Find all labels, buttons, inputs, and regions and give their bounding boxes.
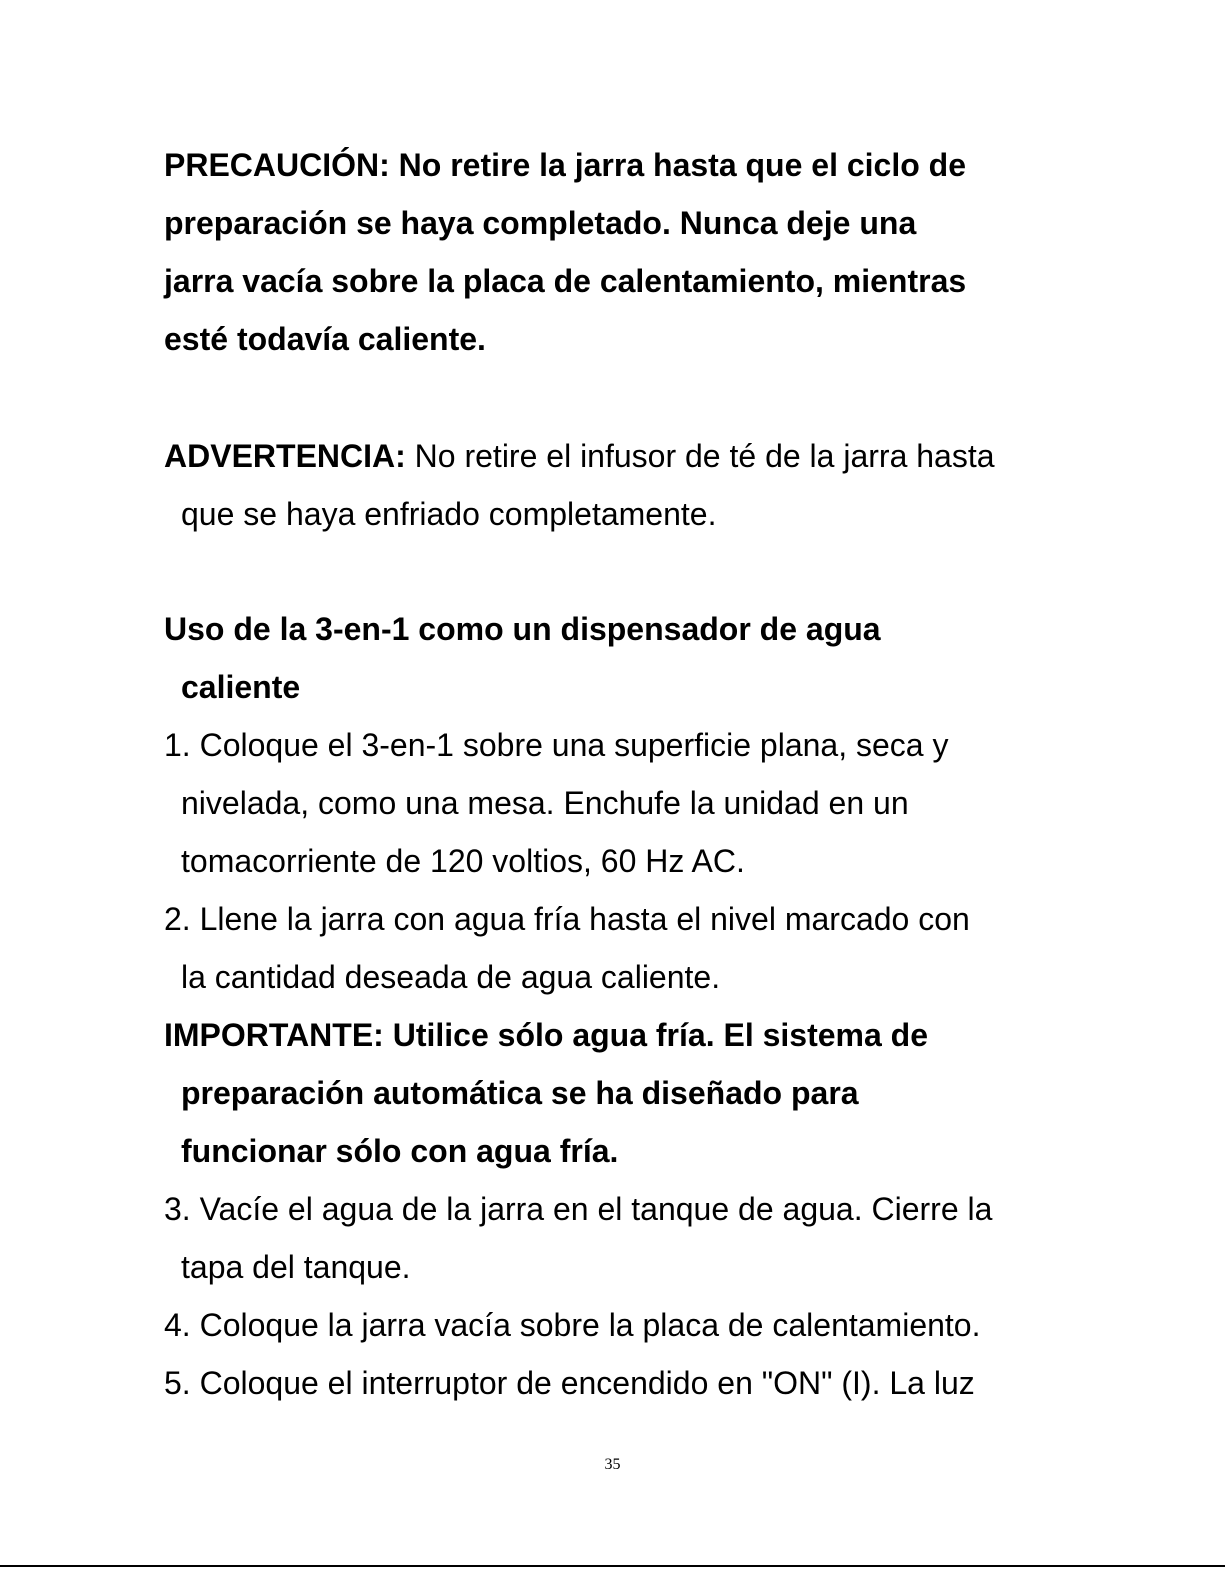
precaucion-line-2: preparación se haya completado. Nunca deje una bbox=[164, 205, 917, 241]
section-heading-line-1: Uso de la 3-en-1 como un dispensador de agua bbox=[164, 611, 881, 647]
precaucion-line-3: jarra vacía sobre la placa de calentamiento, mientras bbox=[164, 263, 967, 299]
step-1-line-2: nivelada, como una mesa. Enchufe la unidad en un bbox=[181, 785, 909, 821]
page-number: 35 bbox=[604, 1456, 621, 1473]
advertencia-line-2: que se haya enfriado completamente. bbox=[181, 496, 717, 532]
precaucion-line-1: PRECAUCIÓN: No retire la jarra hasta que el ciclo de bbox=[164, 147, 967, 183]
step-3-line-1: 3. Vacíe el agua de la jarra en el tanque de agua. Cierre la bbox=[164, 1191, 993, 1227]
advertencia-label: ADVERTENCIA: bbox=[164, 438, 406, 474]
importante-line-1: IMPORTANTE: Utilice sólo agua fría. El sistema de bbox=[164, 1017, 929, 1053]
step-5-line-1: 5. Coloque el interruptor de encendido en "ON" (I). La luz bbox=[164, 1365, 975, 1401]
bottom-rule bbox=[0, 1565, 1225, 1567]
step-4-line-1: 4. Coloque la jarra vacía sobre la placa de calentamiento. bbox=[164, 1307, 981, 1343]
importante-line-2: preparación automática se ha diseñado para bbox=[181, 1075, 859, 1111]
advertencia-text: No retire el infusor de té de la jarra hasta bbox=[405, 438, 995, 474]
advertencia-line-1 bbox=[164, 436, 995, 476]
step-2-line-1: 2. Llene la jarra con agua fría hasta el nivel marcado con bbox=[164, 901, 970, 937]
step-2-line-2: la cantidad deseada de agua caliente. bbox=[181, 959, 721, 995]
precaucion-line-4: esté todavía caliente. bbox=[164, 321, 486, 357]
step-3-line-2: tapa del tanque. bbox=[181, 1249, 411, 1285]
importante-line-3: funcionar sólo con agua fría. bbox=[181, 1133, 619, 1169]
step-1-line-3: tomacorriente de 120 voltios, 60 Hz AC. bbox=[181, 843, 745, 879]
step-1-line-1: 1. Coloque el 3-en-1 sobre una superficie plana, seca y bbox=[164, 727, 949, 763]
section-heading-line-2: caliente bbox=[181, 669, 301, 705]
